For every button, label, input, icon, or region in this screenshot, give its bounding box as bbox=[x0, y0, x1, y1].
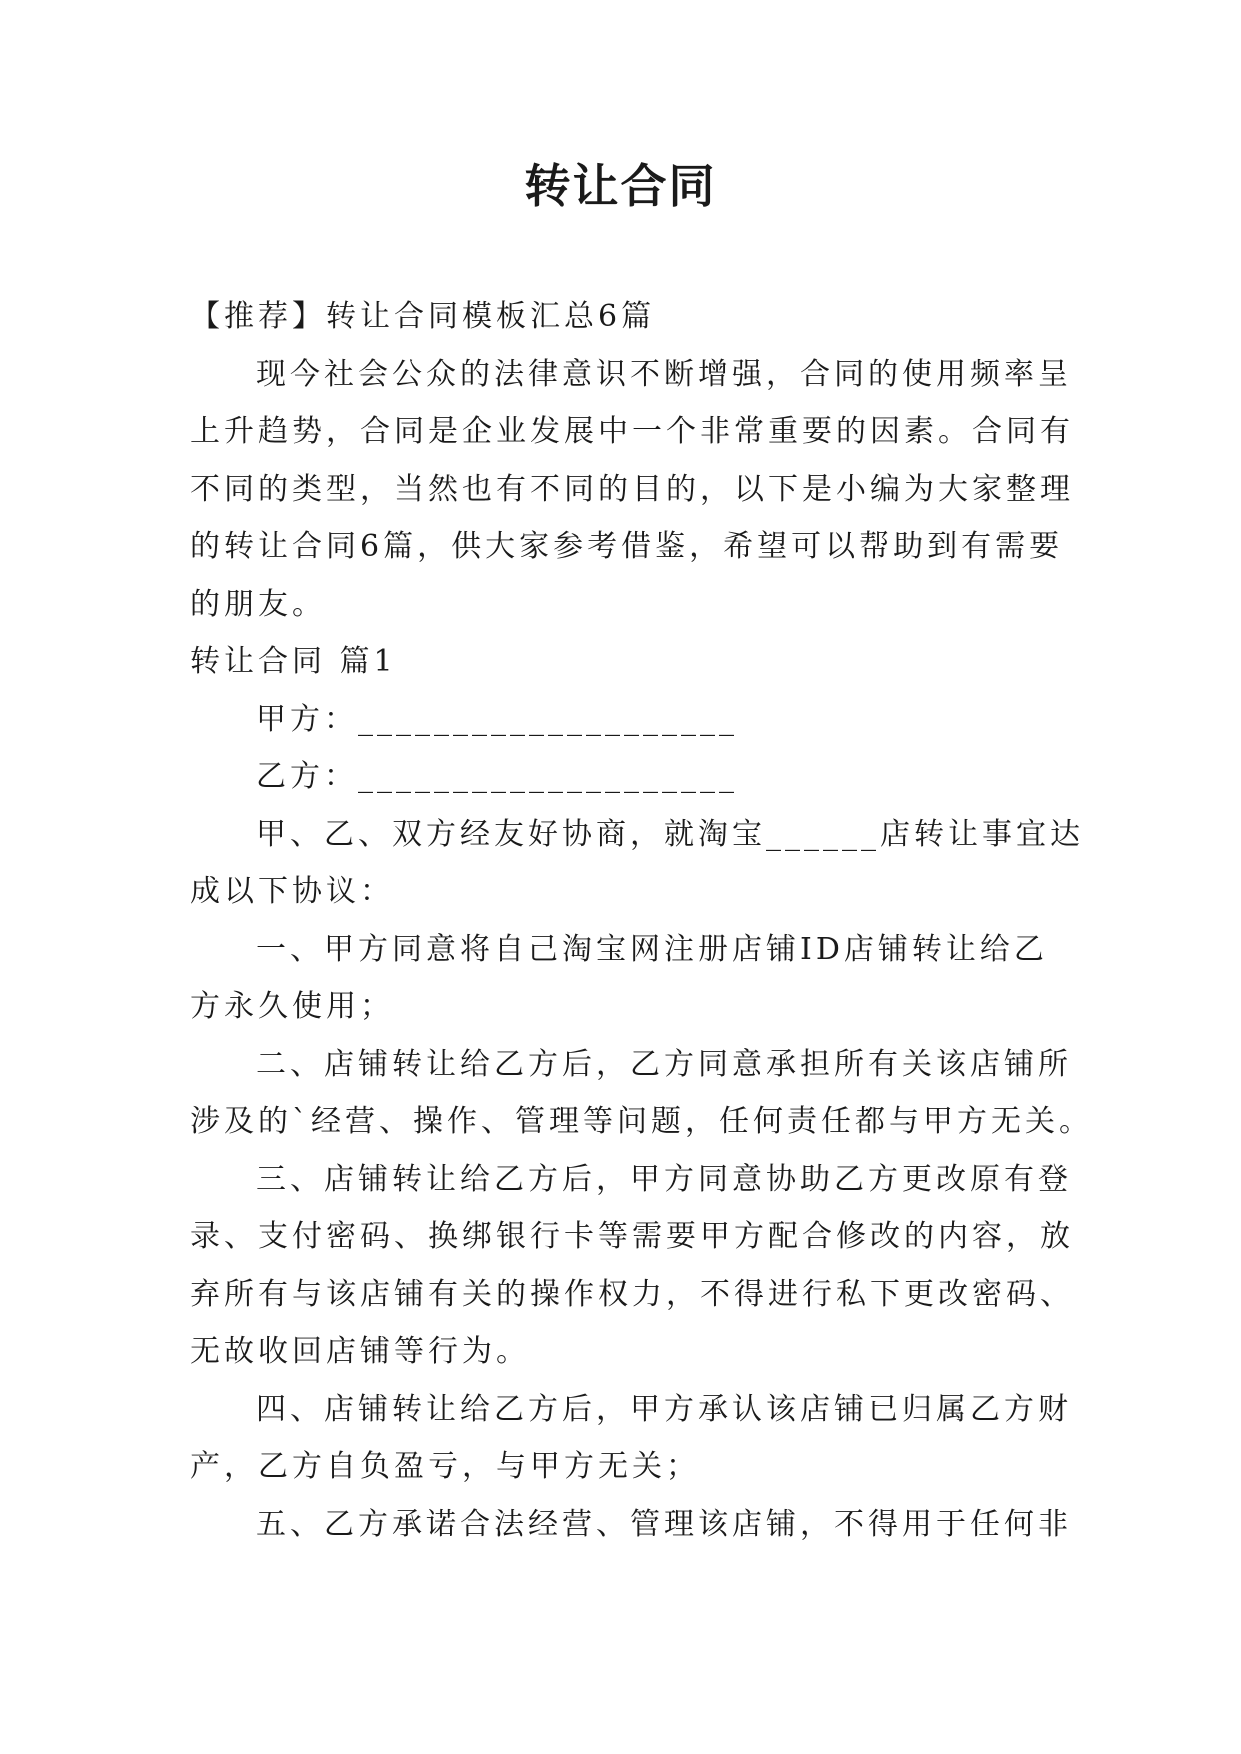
party-a-field: 甲方：____________________ bbox=[256, 701, 738, 737]
clause-3-line: 无故收回店铺等行为。 bbox=[190, 1334, 530, 1369]
clause-4-line: 四、店铺转让给乙方后，甲方承认该店铺已归属乙方财 bbox=[256, 1391, 1072, 1427]
clause-5-line: 五、乙方承诺合法经营、管理该店铺，不得用于任何非 bbox=[256, 1506, 1072, 1542]
clause-2-line: 二、店铺转让给乙方后，乙方同意承担所有关该店铺所 bbox=[256, 1046, 1072, 1082]
clause-2-line: 涉及的`经营、操作、管理等问题，任何责任都与甲方无关。 bbox=[190, 1104, 1093, 1139]
intro-line: 现今社会公众的法律意识不断增强，合同的使用频率呈 bbox=[256, 356, 1072, 392]
section-heading: 转让合同 篇1 bbox=[190, 644, 397, 679]
clause-3-line: 弃所有与该店铺有关的操作权力，不得进行私下更改密码、 bbox=[190, 1276, 1074, 1312]
subtitle: 【推荐】转让合同模板汇总6篇 bbox=[190, 299, 656, 334]
document-title: 转让合同 bbox=[524, 159, 717, 213]
clause-3-line: 三、店铺转让给乙方后，甲方同意协助乙方更改原有登 bbox=[256, 1161, 1072, 1197]
intro-line: 不同的类型，当然也有不同的目的，以下是小编为大家整理 bbox=[190, 471, 1074, 507]
intro-line: 上升趋势，合同是企业发展中一个非常重要的因素。合同有 bbox=[190, 414, 1074, 449]
agreement-line: 甲、乙、双方经友好协商，就淘宝______店转让事宜达 bbox=[256, 816, 1084, 852]
document-body bbox=[190, 288, 1093, 1553]
agreement-line: 成以下协议： bbox=[190, 874, 394, 909]
clause-3-line: 录、支付密码、换绑银行卡等需要甲方配合修改的内容，放 bbox=[190, 1219, 1074, 1254]
clause-4-line: 产，乙方自负盈亏，与甲方无关； bbox=[190, 1449, 700, 1484]
clause-1-line: 一、甲方同意将自己淘宝网注册店铺ID店铺转让给乙 bbox=[256, 931, 1048, 967]
party-b-field: 乙方：____________________ bbox=[256, 759, 738, 794]
intro-line: 的转让合同6篇，供大家参考借鉴，希望可以帮助到有需要 bbox=[190, 529, 1064, 564]
intro-line: 的朋友。 bbox=[190, 586, 326, 622]
clause-1-line: 方永久使用； bbox=[190, 989, 394, 1024]
